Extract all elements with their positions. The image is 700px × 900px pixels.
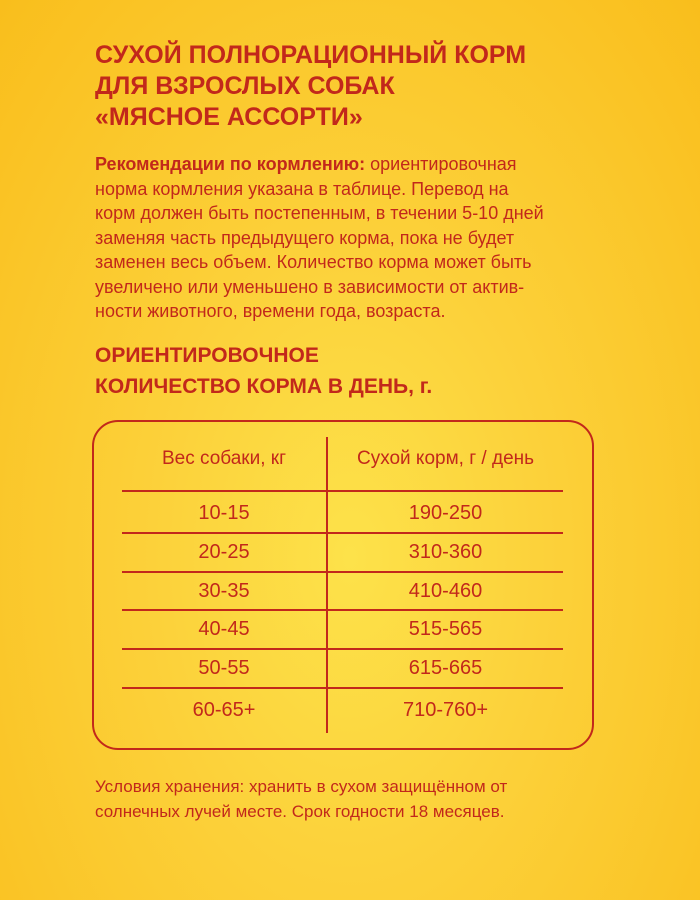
table-cell-food: 310-360 bbox=[408, 541, 483, 563]
storage-line-2: солнечных лучей месте. Срок годности 18 месяцев. bbox=[95, 802, 505, 821]
table-cell-weight: 40-45 bbox=[198, 618, 250, 640]
product-title-line-3: «МЯСНОЕ АССОРТИ» bbox=[95, 103, 363, 131]
table-cell-weight: 50-55 bbox=[198, 657, 250, 679]
storage-conditions bbox=[95, 774, 615, 824]
table-row-divider bbox=[122, 571, 563, 573]
table-row-divider bbox=[122, 648, 563, 650]
table-row-divider bbox=[122, 687, 563, 689]
quantity-title-line-1: ОРИЕНТИРОВОЧНОЕ bbox=[95, 344, 319, 367]
recommendations-line-6: увеличено или уменьшено в зависимости от актив- bbox=[95, 276, 525, 297]
table-cell-weight: 10-15 bbox=[198, 502, 250, 524]
recommendations-line-3: корм должен быть постепенным, в течении 5-10 дней bbox=[95, 203, 544, 223]
table-cell-food: 710-760+ bbox=[402, 699, 489, 721]
quantity-title-line-2: КОЛИЧЕСТВО КОРМА В ДЕНЬ, г. bbox=[95, 375, 433, 398]
table-cell-food: 410-460 bbox=[408, 580, 483, 602]
recommendations-line-1 bbox=[95, 152, 605, 177]
product-title-line-2: ДЛЯ ВЗРОСЛЫХ СОБАК bbox=[95, 72, 395, 100]
recommendations-line-2: норма кормления указана в таблице. Перевод на bbox=[95, 178, 509, 199]
recommendations-line-4: заменяя часть предыдущего корма, пока не будет bbox=[95, 227, 515, 248]
recommendations-heading: Рекомендации по кормлению: bbox=[95, 154, 366, 174]
table-header-food: Сухой корм, г / день bbox=[356, 448, 535, 469]
table-cell-food: 190-250 bbox=[408, 502, 483, 524]
product-title-line-1: СУХОЙ ПОЛНОРАЦИОННЫЙ КОРМ bbox=[95, 41, 527, 69]
table-row-divider bbox=[122, 609, 563, 611]
recommendations-line-5: заменен весь объем. Количество корма может быть bbox=[95, 252, 532, 272]
table-header-weight: Вес собаки, кг bbox=[161, 448, 287, 469]
table-cell-food: 515-565 bbox=[408, 618, 483, 640]
quantity-title bbox=[95, 340, 595, 402]
recommendations-line-7: ности животного, времени года, возраста. bbox=[95, 301, 446, 321]
product-title bbox=[95, 40, 655, 133]
table-header-divider bbox=[122, 490, 563, 492]
table-cell-weight: 60-65+ bbox=[192, 699, 256, 721]
table-row-divider bbox=[122, 532, 563, 534]
storage-line-1: Условия хранения: хранить в сухом защищённом от bbox=[95, 777, 508, 796]
table-cell-weight: 20-25 bbox=[198, 541, 250, 563]
recommendations-line-1-text: ориентировочная bbox=[365, 154, 517, 174]
table-cell-food: 615-665 bbox=[408, 657, 483, 679]
feeding-recommendations bbox=[95, 152, 605, 324]
table-cell-weight: 30-35 bbox=[198, 580, 250, 602]
